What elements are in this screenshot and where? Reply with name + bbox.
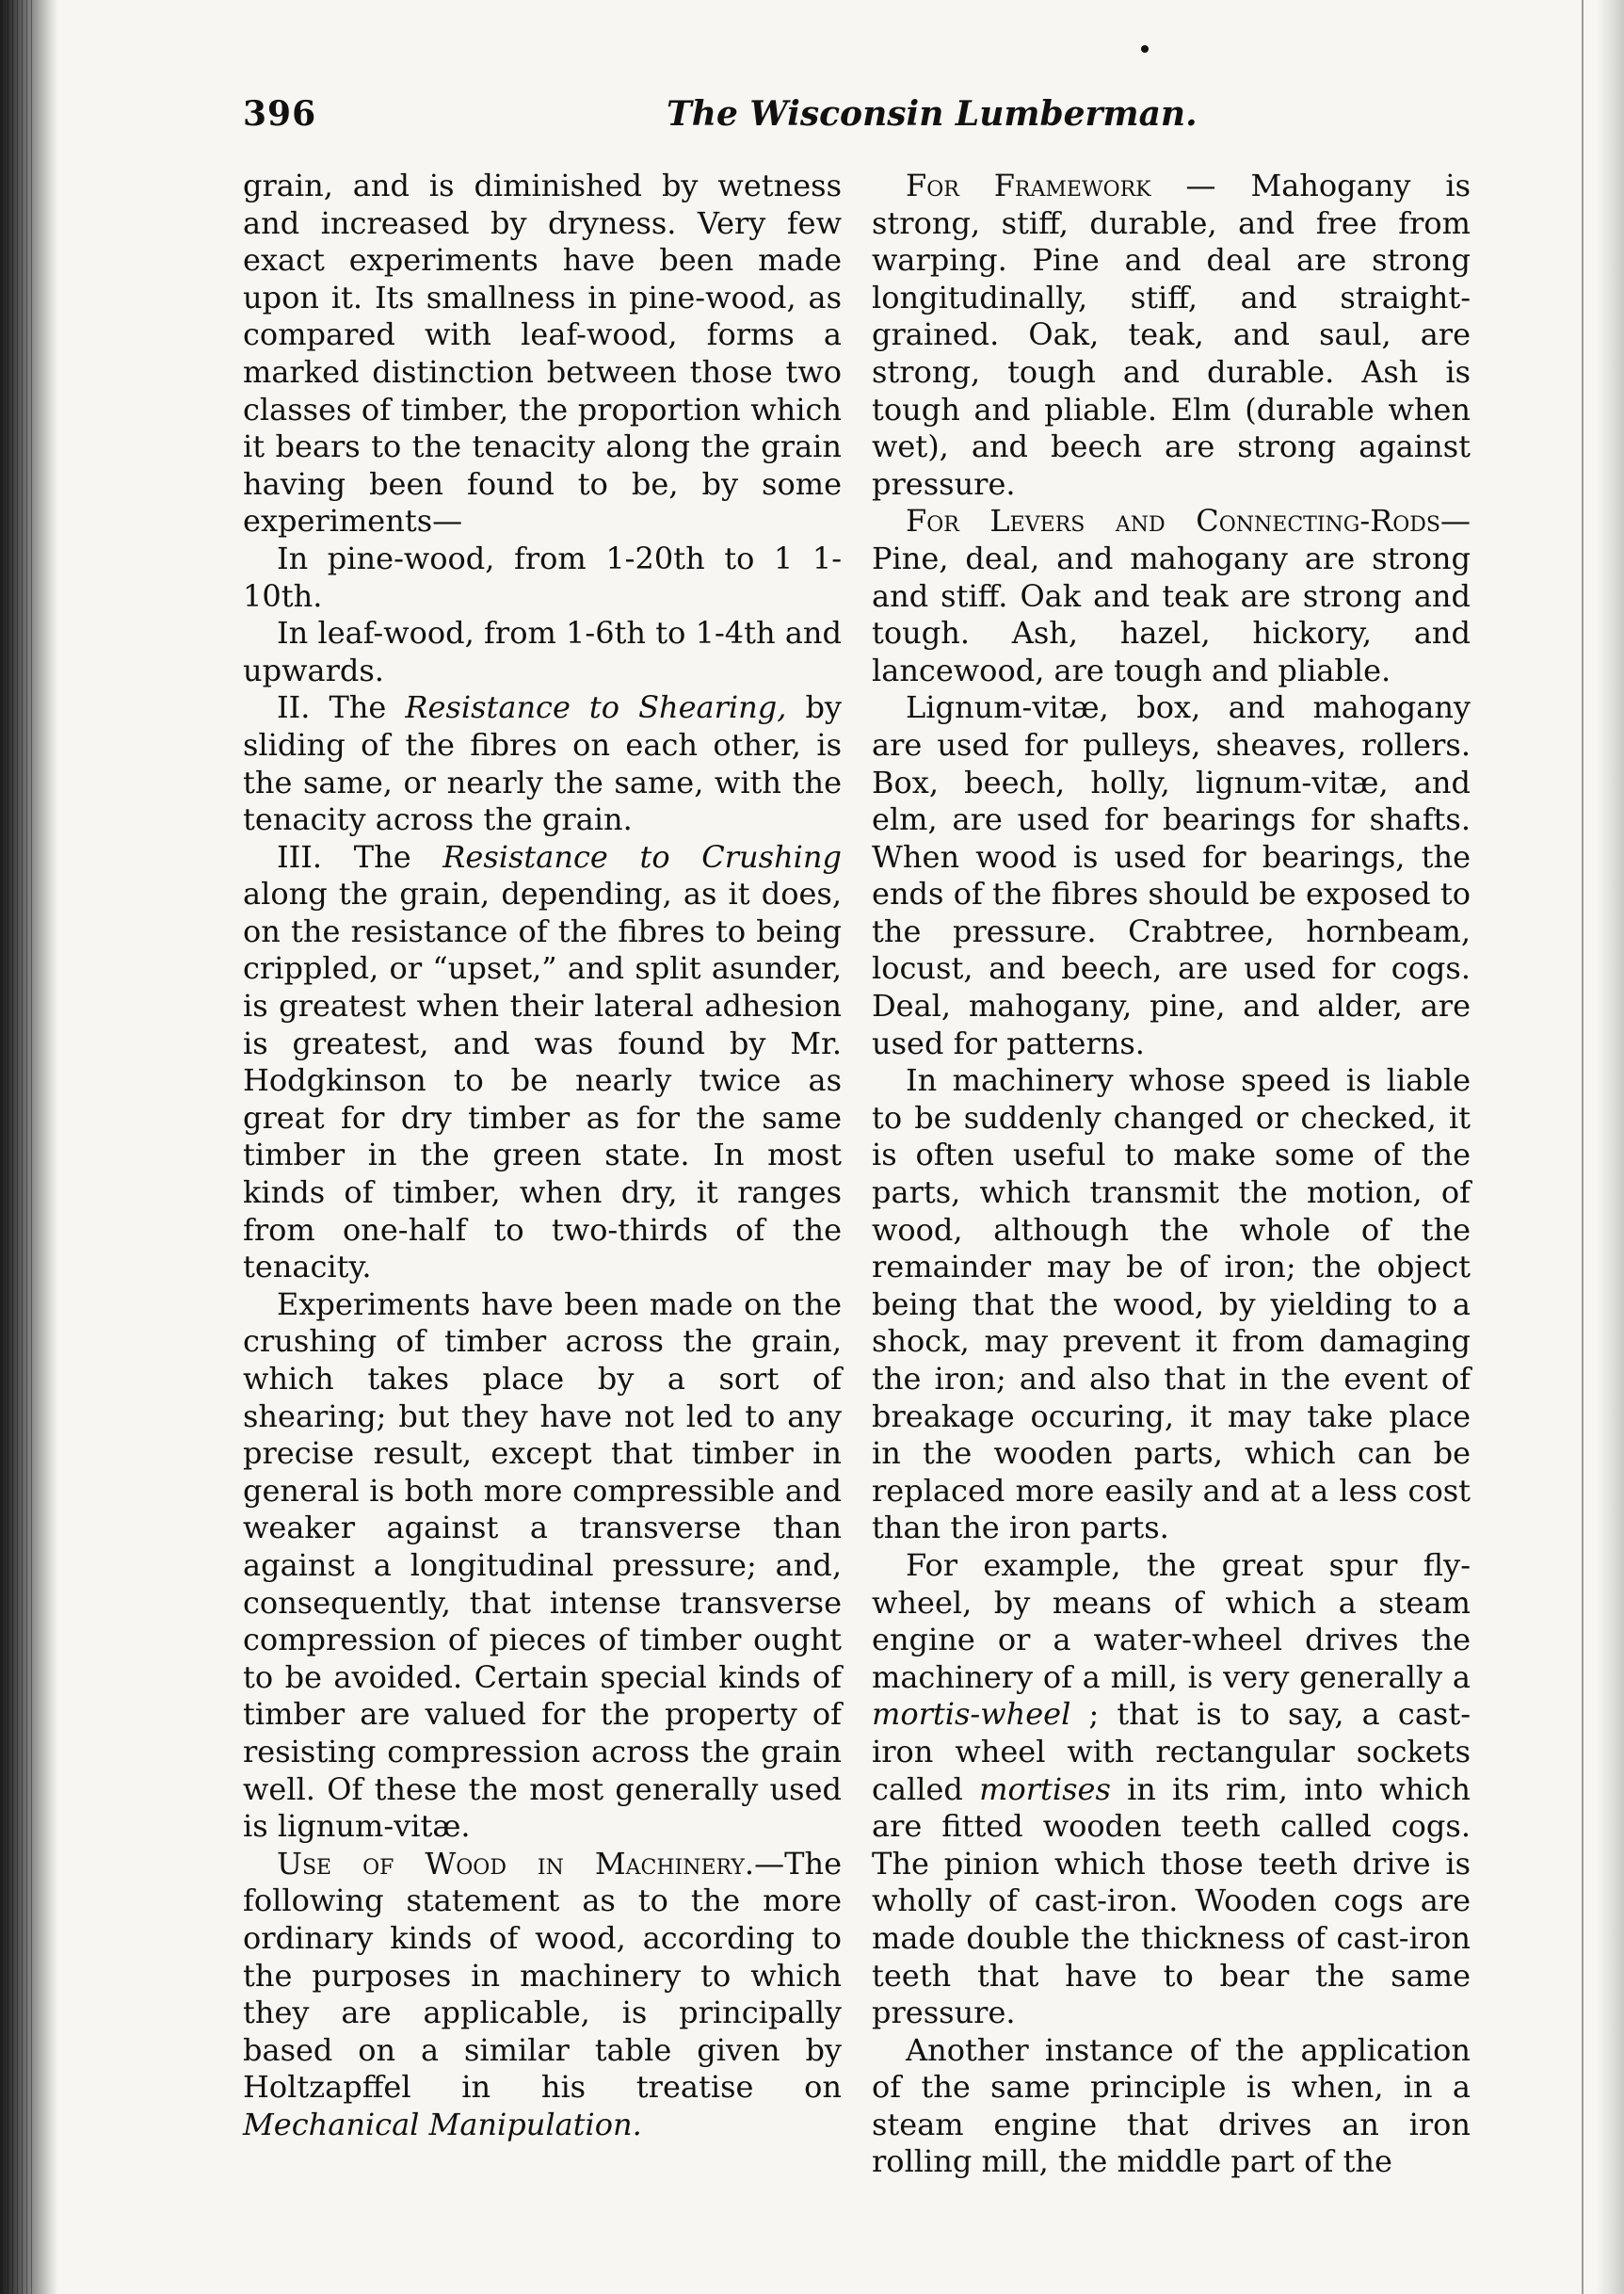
section-heading: Use of Wood in Machinery.: [277, 1845, 755, 1882]
text-run: along the grain, depending, as it does, on the resistance of the fibres to being crippled, or “upset,” and split asunder, is greatest when their lateral adhesion is greatest, and was found by Mr. Hodgkinson to be nearly twice as great for dry timber as for the same timber in the green state. In most kinds of timber, when dry, it ranges from one-half to two-thirds of the tenacity.: [243, 876, 842, 1285]
text-run: by sliding of the fibres on each other, is the same, or nearly the same, with the tenacity across the grain.: [243, 689, 843, 838]
text-run: For example, the great spur fly-wheel, by means of which a steam engine or a water-wheel drives the machinery of a mill, is very generally a: [872, 1546, 1471, 1695]
ink-speck: [1141, 45, 1149, 53]
text-run: in its rim, into which are fitted wooden teeth called cogs. The pinion which those teeth drive is wholly of cast-iron. Wooden cogs are made double the thickness of cast-iron teeth that have to bear the same pressure.: [872, 1770, 1471, 2031]
text-run: —The following statement as to the more ordinary kinds of wood, according to the purposes in machinery to which they are applicable, is principally based on a similar table given by Holtzapffel in his treatise on: [243, 1845, 842, 2106]
paragraph: Another instance of the application of the same principle is when, in a steam engine that drives an iron rolling mill, the middle part of the: [872, 2031, 1471, 2180]
text-run: —Pine, deal, and mahogany are strong and stiff. Oak and teak are strong and tough. Ash, hazel, hickory, and lancewood, are tough and pliable.: [872, 503, 1471, 688]
section-heading: For Levers and Connecting-Rods: [906, 503, 1440, 540]
emphasis: mortises: [979, 1770, 1111, 1807]
paragraph: grain, and is diminished by wetness and increased by dryness. Very few exact experiments have been made upon it. Its smallness in pine-wood, as compared with leaf-wood, forms a marked distinction between those two classes of timber, the proportion which it bears to the tenacity along the grain having been found to be, by some experiments—: [243, 168, 842, 540]
paragraph: [872, 168, 1471, 503]
text-run: — Mahogany is strong, stiff, durable, and free from warping. Pine and deal are strong longitudinally, stiff, and straight-grained. Oak, teak, and saul, are strong, tough and durable. Ash is tough and pliable. Elm (durable when wet), and beech are strong against pressure.: [872, 168, 1471, 502]
right-page-edge: [1596, 0, 1624, 2294]
paragraph: Experiments have been made on the crushing of timber across the grain, which takes place by a sort of shearing; but they have not led to any precise result, except that timber in general is both more compressible and weaker against a transverse than against a longitudinal pressure; and, consequently, that intense transverse compression of pieces of timber ought to be avoided. Certain special kinds of timber are valued for the property of resisting compression across the grain well. Of these the most generally used is lignum-vitæ.: [243, 1285, 842, 1845]
emphasis: mortis-wheel: [872, 1696, 1071, 1733]
binding-page-edges: [8, 0, 36, 2294]
paragraph: In pine-wood, from 1-20th to 1 1-10th.: [243, 540, 842, 614]
paragraph: [243, 1846, 842, 2144]
emphasis: Mechanical Manipulation.: [243, 2106, 642, 2142]
paragraph: [872, 1547, 1471, 2032]
text-run: ; that is to say, a cast-iron wheel with rectangular sockets called: [872, 1696, 1471, 1807]
paragraph: [243, 689, 842, 838]
paragraph: [872, 503, 1471, 689]
section-heading: For Framework: [906, 168, 1151, 203]
running-head: [243, 90, 1476, 143]
paragraph: Lignum-vitæ, box, and mahogany are used for pulleys, sheaves, rollers. Box, beech, holly, lignum-vitæ, and elm, are used for bearings for shafts. When wood is used for bearings, the ends of the fibres should be exposed to the pressure. Crabtree, hornbeam, locust, and beech, are used for cogs. Deal, mahogany, pine, and alder, are used for patterns.: [872, 689, 1471, 1061]
paragraph: In leaf-wood, from 1-6th to 1-4th and upwards.: [243, 615, 842, 688]
emphasis: Resistance to Shearing,: [405, 689, 787, 726]
left-column: [243, 168, 842, 2143]
page-number: 396: [243, 94, 317, 134]
journal-title: The Wisconsin Lumberman.: [667, 94, 1198, 134]
paragraph: In machinery whose speed is liable to be suddenly changed or checked, it is often useful to make some of the parts, which transmit the motion, of wood, although the whole of the remainder may be of iron; the object being that the wood, by yielding to a shock, may prevent it from damaging the iron; and also that in the event of breakage occuring, it may take place in the wooden parts, which can be replaced more easily and at a less cost than the iron parts.: [872, 1062, 1471, 1546]
right-column: [872, 168, 1471, 2181]
right-edge-line: [1582, 0, 1584, 2294]
text-run: III. The: [277, 838, 443, 875]
text-run: II. The: [277, 689, 406, 726]
paragraph: [243, 839, 842, 1286]
emphasis: Resistance to Crushing: [442, 838, 842, 875]
